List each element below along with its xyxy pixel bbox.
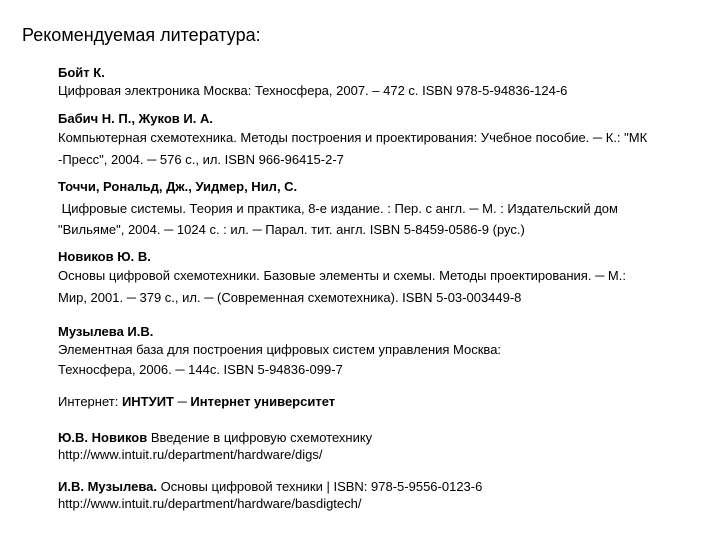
ref-3-line-1: Цифровые системы. Теория и практика, 8-е издание. : Пер. с англ. ─ М. : Издательский дом <box>58 201 618 216</box>
web-ref-2-text: Основы цифровой техники | ISBN: 978-5-9556-0123-6 <box>157 479 483 494</box>
ref-5-line-1: Элементная база для построения цифровых систем управления Москва: <box>58 342 502 357</box>
ref-4-line-2: Мир, 2001. ─ 379 с., ил. ─ (Современная схемотехника). ISBN 5-03-003449-8 <box>58 290 522 305</box>
web-ref-1-title <box>58 430 372 446</box>
ref-3-line-2: "Вильяме", 2004. ─ 1024 с. : ил. ─ Парал. тит. англ. ISBN 5-8459-0586-9 (рус.) <box>58 222 525 237</box>
ref-2-line-2: -Пресс", 2004. ─ 576 с., ил. ISBN 966-96415-2-7 <box>58 152 344 167</box>
ref-5-line-2: Техносфера, 2006. ─ 144с. ISBN 5-94836-099-7 <box>58 362 343 377</box>
web-ref-2-author: И.В. Музылева. <box>58 479 157 494</box>
ref-5-author: Музылева И.В. <box>58 324 154 339</box>
web-ref-1-author: Ю.В. Новиков <box>58 430 148 445</box>
page-title: Рекомендуемая литература: <box>22 25 261 45</box>
ref-3-author: Точчи, Рональд, Дж., Уидмер, Нил, С. <box>58 179 298 194</box>
ref-2-line-1: Компьютерная схемотехника. Методы построения и проектирования: Учебное пособие. ─ К.: "МК <box>58 130 648 145</box>
web-ref-1-url[interactable]: http://www.intuit.ru/department/hardware/digs/ <box>58 447 323 462</box>
internet-line <box>58 394 335 410</box>
web-ref-2-title <box>58 479 482 495</box>
web-ref-2-url[interactable]: http://www.intuit.ru/department/hardware/basdigtech/ <box>58 496 362 511</box>
ref-1-author: Бойт К. <box>58 65 105 80</box>
ref-2-author: Бабич Н. П., Жуков И. А. <box>58 111 213 126</box>
internet-name: ИНТУИТ ─ Интернет университет <box>121 394 336 409</box>
internet-prefix: Интернет: <box>58 394 122 409</box>
ref-4-author: Новиков Ю. В. <box>58 249 151 264</box>
ref-4-line-1: Основы цифровой схемотехники. Базовые элементы и схемы. Методы проектирования. ─ М.: <box>58 268 626 283</box>
web-ref-1-text: Введение в цифровую схемотехнику <box>147 430 373 445</box>
ref-1-line-1: Цифровая электроника Москва: Техносфера, 2007. – 472 с. ISBN 978-5-94836-124-6 <box>58 83 568 98</box>
